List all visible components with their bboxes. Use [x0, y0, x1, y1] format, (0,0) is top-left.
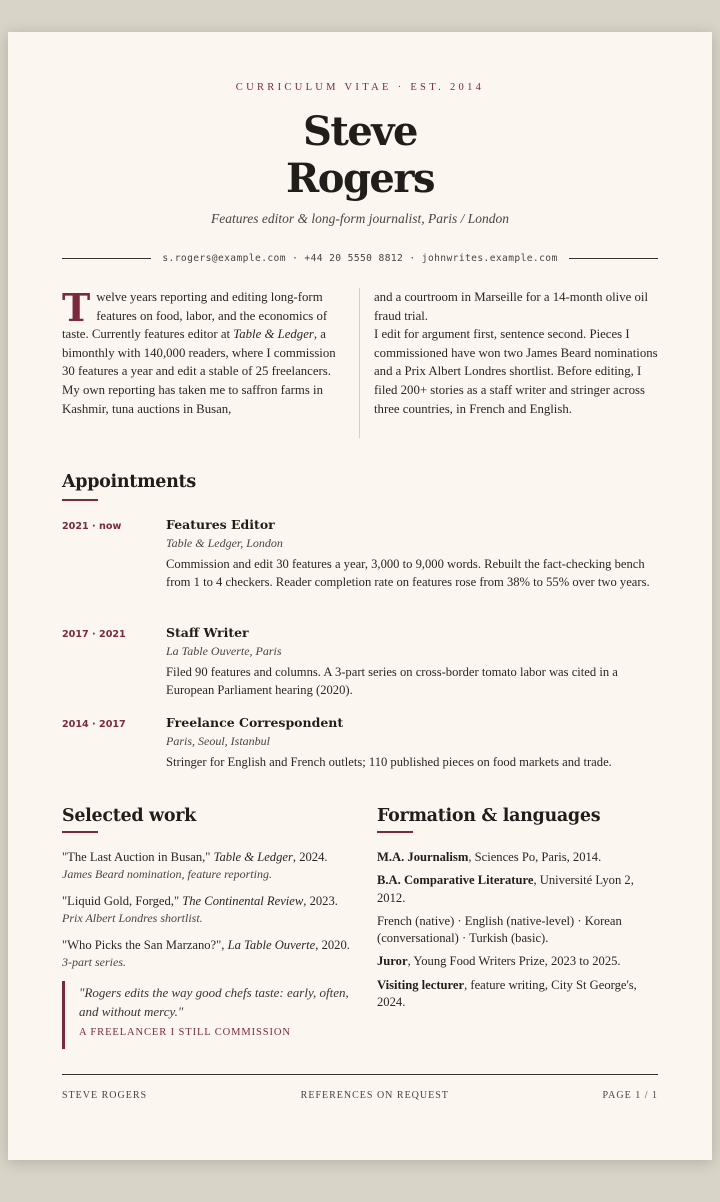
contact-row [62, 250, 658, 266]
cv-page [8, 32, 712, 1160]
drop-cap: T [62, 285, 91, 330]
appointment-body [166, 517, 658, 591]
appointment-item [62, 625, 658, 699]
work-headline: "The Last Auction in Busan," [62, 850, 214, 864]
selected-work-heading: Selected work [62, 806, 196, 826]
name-last: Rogers [286, 155, 434, 202]
formation-bold: M.A. Journalism [377, 850, 469, 864]
eyebrow: CURRICULUM VITAE · EST. 2014 [235, 82, 485, 93]
intro-column-left [62, 285, 359, 438]
formation-item [377, 872, 658, 907]
footer-page-number: PAGE 1 / 1 [602, 1090, 658, 1101]
intro-text-c: and a courtroom in Marseille for a 14-month olive oil fraud trial. [374, 290, 648, 323]
work-citation [62, 893, 352, 910]
appointments-rule [62, 499, 98, 501]
intro-text-p2: I edit for argument first, sentence second. Pieces I commissioned have won two James Beard nominations and a Prix Albert Londres shortlist. Before editing, I filed 200+ stories as a staff writer and stringer across three countries, in French and English. [374, 327, 658, 416]
work-note: 3-part series. [62, 955, 126, 969]
page-footer [62, 1090, 658, 1101]
intro-column-right [359, 288, 658, 438]
appointment-item [62, 517, 658, 591]
appointment-role: Staff Writer [166, 625, 249, 640]
work-citation [62, 849, 352, 866]
formation-rest: , Young Food Writers Prize, 2023 to 2025. [407, 954, 621, 969]
appointment-dates: 2017 · 2021 [62, 629, 126, 640]
appointment-role: Freelance Correspondent [166, 715, 344, 730]
work-note: James Beard nomination, feature reporting. [62, 867, 272, 881]
selected-work-section [62, 806, 352, 1049]
job-subtitle: Features editor & long-form journalist, Paris / London [210, 211, 509, 226]
intro-publication: Table & Ledger [233, 327, 314, 342]
appointment-desc: Commission and edit 30 features a year, 3,000 to 9,000 words. Rebuilt the fact-checking bench from 1 to 4 checkers. Reader completion rate on features rose from 38% to 55% over two years. [166, 557, 650, 589]
work-outlet: Table & Ledger [213, 850, 293, 864]
appointments-heading: Appointments [62, 472, 196, 492]
name-first: Steve [302, 108, 417, 155]
work-item [62, 849, 352, 883]
formation-bold: Juror [377, 954, 408, 969]
work-item [62, 937, 352, 971]
work-item [62, 893, 352, 927]
selected-work-rule [62, 831, 98, 833]
work-headline: "Who Picks the San Marzano?", [62, 938, 228, 952]
work-note: Prix Albert Londres shortlist. [62, 911, 203, 925]
footer-name: STEVE ROGERS [62, 1090, 148, 1101]
formation-bold: Visiting lecturer [377, 977, 465, 992]
appointment-desc: Filed 90 features and columns. A 3-part series on cross-border tomato labor was cited in a European Parliament hearing (2020). [166, 665, 618, 697]
formation-rest: , feature writing, City St George's, 2024. [377, 977, 637, 1010]
appointment-org: Paris, Seoul, Istanbul [166, 734, 270, 748]
page-content [62, 32, 658, 1160]
contact-info: s.rogers@example.com · +44 20 5550 8812 · johnwrites.example.com [162, 252, 558, 264]
footer-references: REFERENCES ON REQUEST [300, 1090, 449, 1101]
formation-section [377, 806, 658, 1017]
languages-text: French (native) · English (native-level) · Korean (conversational) · Turkish (basic). [377, 913, 622, 946]
formation-rest: , Université Lyon 2, 2012. [377, 873, 634, 905]
pull-quote [62, 981, 352, 1049]
intro-text-b: , a bimonthly with 140,000 readers, where I commission 30 features a year and edit a stable of 25 freelancers. My own reporting has taken me to saffron farms in Kashmir, tuna auctions in Busan, [62, 327, 336, 416]
appointment-body [166, 715, 658, 771]
work-year: , 2024. [292, 850, 328, 864]
work-headline: "Liquid Gold, Forged," [62, 894, 183, 908]
footer-rule [62, 1074, 658, 1075]
formation-rest: , Sciences Po, Paris, 2014. [468, 850, 602, 864]
contact-rule-left [62, 258, 151, 259]
quote-text: "Rogers edits the way good chefs taste: early, often, and without mercy." [79, 985, 349, 1019]
intro-text-a: welve years reporting and editing long-form features on food, labor, and the economics of taste. Currently features editor at [62, 290, 328, 342]
formation-heading: Formation & languages [377, 806, 601, 826]
quote-attribution: A FREELANCER I STILL COMMISSION [79, 1027, 291, 1038]
appointment-role: Features Editor [166, 517, 275, 532]
work-year: , 2023. [303, 894, 338, 908]
appointment-dates: 2021 · now [62, 521, 122, 532]
work-year: , 2020. [315, 938, 350, 952]
appointment-item [62, 715, 658, 771]
appointment-desc: Stringer for English and French outlets; 110 published pieces on food markets and trade. [166, 755, 612, 769]
appointment-body [166, 625, 658, 699]
formation-item [377, 977, 658, 1012]
contact-rule-right [569, 258, 658, 259]
formation-item [377, 849, 658, 867]
work-outlet: The Continental Review [182, 894, 304, 908]
formation-bold: B.A. Comparative Literature [377, 873, 534, 888]
appointment-org: Table & Ledger, London [166, 536, 283, 550]
appointment-dates: 2014 · 2017 [62, 719, 126, 730]
work-outlet: La Table Ouverte [227, 938, 316, 952]
candidate-name [62, 108, 658, 202]
work-citation [62, 937, 352, 954]
appointment-org: La Table Ouverte, Paris [166, 644, 282, 658]
formation-rule [377, 831, 413, 833]
intro-summary [62, 285, 658, 438]
formation-item [377, 953, 658, 971]
formation-item-languages [377, 913, 658, 948]
